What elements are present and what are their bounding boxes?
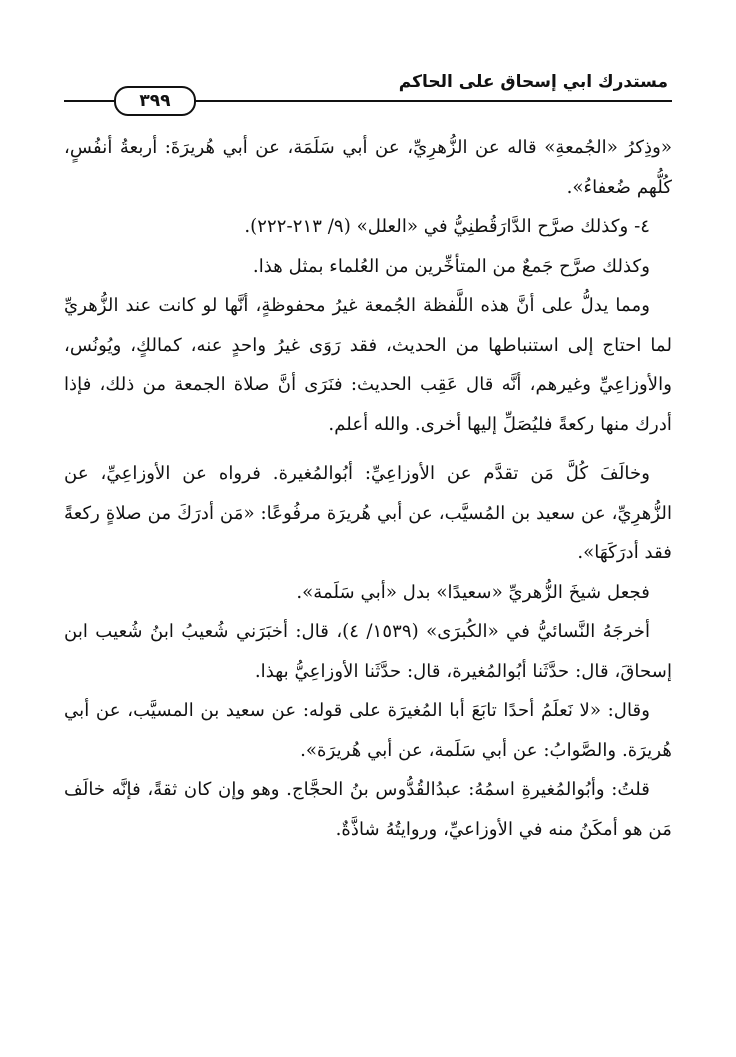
- paragraph-evidence: ومما يدلُّ على أنَّ هذه اللَّفظة الجُمعة غيرُ محفوظةٍ، أنَّها لو كانت عند الزُّهريِّ لما احتاج إلى استنباطها من الحديث، فقد رَوَى غيرُ واحدٍ عنه، كمالكٍ، ويُونُس، والأوزاعِيِّ وغيرهم، أنَّه قال عَقِب الحديث: فنَرَى أنَّ صلاة الجمعة من ذلك، فإذا أدرك منها ركعةً فليُصَلِّ إليها أخرى. والله أعلم.: [64, 295, 672, 435]
- paragraph-said-instead: فجعل شيخَ الزُّهريِّ «سعيدًا» بدل «أبي سَلَمة».: [296, 581, 650, 603]
- paragraph-nasai-comment: وقال: «لا نَعلَمُ أحدًا تابَعَ أبا المُغيرَة على قوله: عن سعيد بن المسيَّب، عن أبي هُريرَة. والصَّوابُ: عن أبي سَلَمة، عن أبي هُريرَة».: [64, 700, 672, 761]
- paragraph-point-4: ٤- وكذلك صرَّح الدَّارَقُطنِيُّ في «العلل» (٩/ ٢١٣-٢٢٢).: [244, 216, 650, 237]
- book-page: [64, 60, 672, 1020]
- paragraph-later-scholars: وكذلك صرَّح جَمعٌ من المتأخِّرين من العُلماء بمثل هذا.: [252, 255, 650, 277]
- body-text: [64, 128, 672, 849]
- running-header: [64, 60, 672, 110]
- paragraph-nasai: أخرجَهُ النَّسائيُّ في «الكُبرَى» (١٥٣٩/ ٤)، قال: أخبَرَني شُعيبُ ابنُ شُعيب ابن إسحاقَ، قال: حدَّثَنا أبُوالمُغيرة، قال: حدَّثَنا الأوزاعِيُّ بهذا.: [64, 621, 672, 682]
- page-number: ٣٩٩: [114, 86, 196, 116]
- header-title: مستدرك ابي إسحاق على الحاكم: [398, 72, 668, 92]
- paragraph-quote-continuation: «وذِكرُ «الجُمعةِ» قاله عن الزُّهرِيِّ، عن أبي سَلَمَة، عن أبي هُريرَةَ: أربعةُ أنفُسٍ، كُلُّهم ضُعفاءُ».: [64, 137, 672, 198]
- paragraph-abu-mughira: وخالَفَ كُلَّ مَن تقدَّم عن الأوزاعِيِّ: أبُوالمُغيرة. فرواه عن الأوزاعِيِّ، عن الزُّهرِيِّ، عن سعيد بن المُسيَّب، عن أبي هُريرَة مرفُوعًا: «مَن أدرَكَ من صلاةٍ ركعةً فقد أدرَكَهَا».: [64, 463, 672, 563]
- paragraph-conclusion: قلتُ: وأبُوالمُغيرةِ اسمُهُ: عبدُالقُدُّوس بنُ الحجَّاج. وهو وإن كان ثقةً، فإنَّه خالَف مَن هو أمكَنُ منه في الأوزاعيِّ، وروايتُهُ شاذَّةٌ.: [64, 779, 672, 840]
